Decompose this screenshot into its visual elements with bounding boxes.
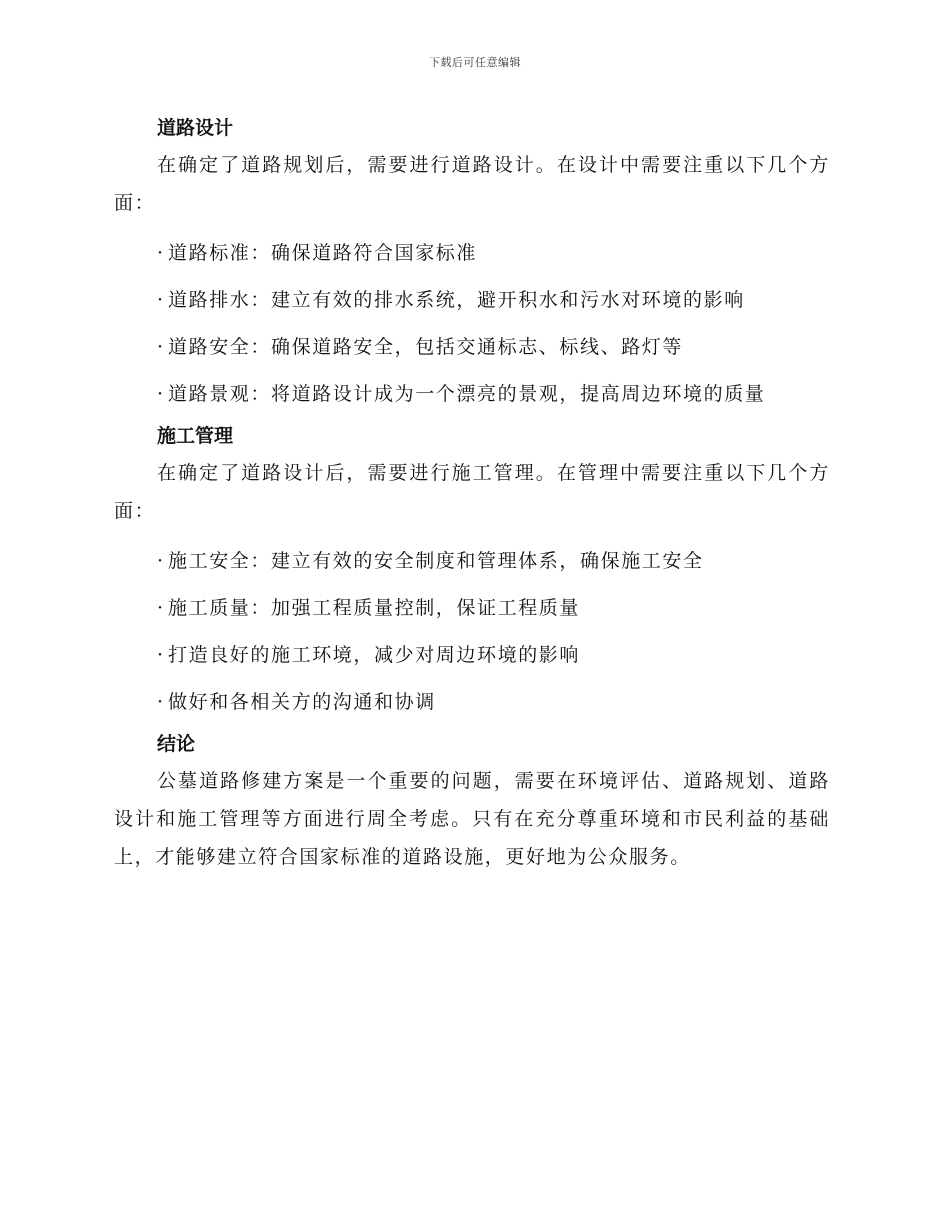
list-item-text: 道路安全：确保道路安全，包括交通标志、标线、路灯等	[168, 336, 684, 358]
list-item	[157, 230, 830, 277]
document-body	[114, 110, 830, 876]
header-note: 下载后可任意编辑	[429, 56, 521, 69]
list-item-text: 施工安全：建立有效的安全制度和管理体系，确保施工安全	[168, 550, 704, 572]
section-body-conclusion: 公墓道路修建方案是一个重要的问题，需要在环境评估、道路规划、道路设计和施工管理等方面进行周全考虑。只有在充分尊重环境和市民利益的基础上，才能够建立符合国家标准的道路设施，更好地为公众服务。	[114, 770, 830, 868]
list-item	[157, 585, 830, 632]
bullet-marker: ·	[157, 242, 165, 264]
section-intro-road-design: 在确定了道路规划后，需要进行道路设计。在设计中需要注重以下几个方面：	[114, 154, 830, 214]
bullet-marker: ·	[157, 597, 165, 619]
bullet-marker: ·	[157, 644, 165, 666]
list-item	[157, 277, 830, 324]
bullet-marker: ·	[157, 691, 165, 713]
list-item-text: 打造良好的施工环境，减少对周边环境的影响	[168, 644, 581, 666]
list-item-text: 道路标准：确保道路符合国家标准	[168, 242, 478, 264]
list-item-text: 做好和各相关方的沟通和协调	[168, 691, 436, 713]
section-intro-construction-management: 在确定了道路设计后，需要进行施工管理。在管理中需要注重以下几个方面：	[114, 462, 830, 522]
list-item	[157, 371, 830, 418]
list-item	[157, 679, 830, 726]
list-item	[157, 538, 830, 585]
section-heading-road-design: 道路设计	[157, 117, 234, 139]
bullet-marker: ·	[157, 289, 165, 311]
section-heading-conclusion: 结论	[157, 733, 196, 755]
section-heading-construction-management: 施工管理	[157, 425, 234, 447]
list-item	[157, 324, 830, 371]
list-item-text: 道路排水：建立有效的排水系统，避开积水和污水对环境的影响	[168, 289, 745, 311]
bullet-marker: ·	[157, 336, 165, 358]
list-item	[157, 632, 830, 679]
bullet-marker: ·	[157, 383, 165, 405]
list-item-text: 施工质量：加强工程质量控制，保证工程质量	[168, 597, 581, 619]
list-item-text: 道路景观：将道路设计成为一个漂亮的景观，提高周边环境的质量	[168, 383, 766, 405]
bullet-marker: ·	[157, 550, 165, 572]
